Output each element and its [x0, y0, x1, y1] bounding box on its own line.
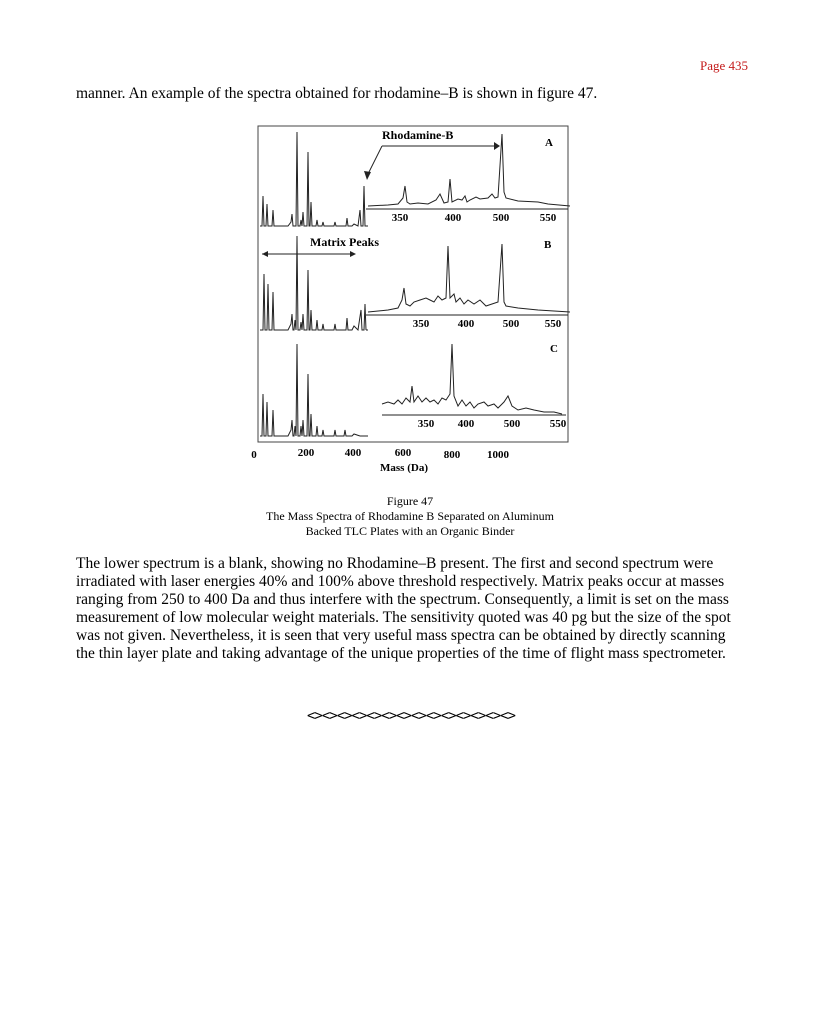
inset-c-tick-500: 500 — [503, 418, 521, 430]
spectrum-a-main — [260, 132, 366, 226]
matrix-arrow-head-left — [262, 251, 268, 257]
rhodamine-arrow-head-right — [494, 142, 500, 150]
inset-b-tick-500: 500 — [502, 318, 520, 330]
axis-tick-200: 200 — [297, 447, 315, 459]
mass-spectra-chart — [248, 124, 578, 480]
inset-a-tick-400: 400 — [444, 212, 462, 224]
panel-b — [260, 235, 570, 330]
figure-caption — [160, 494, 660, 539]
inset-c-tick-400: 400 — [457, 418, 475, 430]
panel-b-label: B — [544, 239, 552, 251]
caption-line-1: The Mass Spectra of Rhodamine B Separated on Aluminum — [266, 509, 554, 523]
axis-tick-600: 600 — [394, 447, 412, 459]
inset-c-tick-550: 550 — [549, 418, 567, 430]
panel-a-label: A — [545, 137, 553, 149]
caption-line-2: Backed TLC Plates with an Organic Binder — [305, 524, 515, 538]
axis-tick-800: 800 — [443, 449, 461, 461]
inset-b-tick-350: 350 — [412, 318, 430, 330]
section-separator: <><><><><><><><><><><><><><> — [306, 708, 515, 724]
panel-c — [260, 343, 567, 436]
matrix-arrow-head-right — [350, 251, 356, 257]
axis-tick-1000: 1000 — [487, 449, 509, 461]
inset-b-tick-550: 550 — [544, 318, 562, 330]
x-axis-label: Mass (Da) — [380, 462, 428, 474]
rhodamine-label: Rhodamine-B — [382, 128, 454, 142]
axis-tick-0: 0 — [251, 449, 257, 461]
spectrum-c-main — [260, 344, 360, 436]
panel-c-label: C — [550, 343, 558, 355]
main-x-axis — [251, 447, 509, 474]
intro-paragraph: manner. An example of the spectra obtained for rhodamine–B is shown in figure 47. — [76, 85, 598, 102]
body-paragraph: The lower spectrum is a blank, showing no Rhodamine–B present. The first and second spectrum were irradiated with laser energies 40% and 100% above threshold respectively. Matrix peaks occur at masses ranging from 250 to 400 Da and thus interfere with the spectrum. Consequently, a limit is set on the mass measurement of low molecular weight materials. The sensitivity quoted was 40 pg but the size of the spot was not given. Nevertheless, it is seen that very useful mass spectra can be obtained by directly scanning the thin layer plate and taking advantage of the unique properties of the time of flight mass spectrometer. — [76, 555, 731, 662]
rhodamine-arrow-head-down — [364, 171, 371, 180]
inset-a-tick-500: 500 — [492, 212, 510, 224]
figure-47 — [248, 124, 578, 480]
spectrum-b-main — [260, 236, 366, 330]
inset-a-tick-550: 550 — [539, 212, 557, 224]
figure-number: Figure 47 — [386, 494, 434, 508]
spectrum-b-inset — [368, 244, 570, 312]
spectrum-c-inset — [382, 344, 562, 414]
page-number: Page 435 — [699, 58, 748, 73]
inset-b-tick-400: 400 — [457, 318, 475, 330]
axis-tick-400: 400 — [344, 447, 362, 459]
rhodamine-arrow-line-down — [368, 146, 382, 174]
inset-c-tick-350: 350 — [417, 418, 435, 430]
inset-b-ticks — [413, 318, 562, 330]
inset-c-ticks — [418, 418, 567, 430]
matrix-label: Matrix Peaks — [310, 235, 379, 249]
inset-a-tick-350: 350 — [391, 212, 409, 224]
inset-a-ticks — [392, 212, 557, 224]
spectrum-a-inset — [368, 134, 570, 206]
panel-a — [260, 128, 570, 226]
